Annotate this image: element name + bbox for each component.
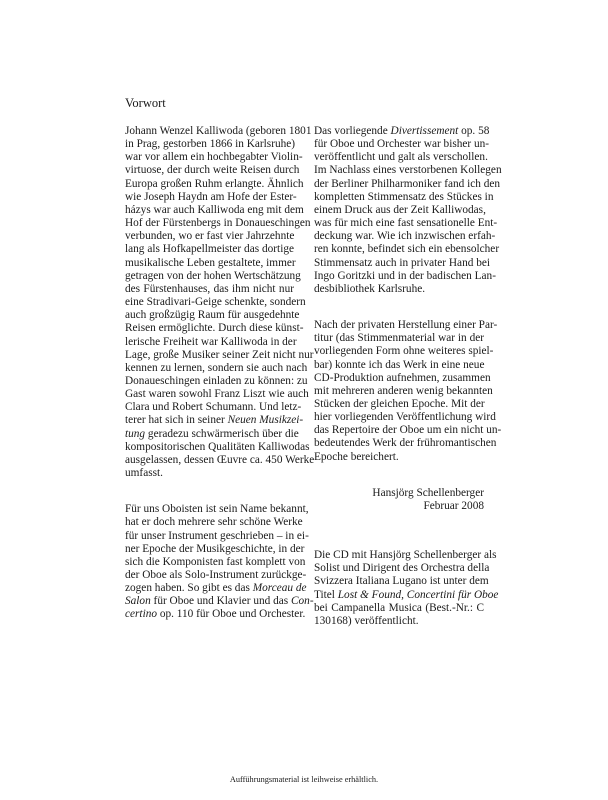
text-line: deckung war. Wie ich inzwischen erfah- bbox=[314, 230, 496, 243]
text-line: war vor allem ein hochbegabter Violin- bbox=[125, 151, 303, 164]
paragraph bbox=[125, 125, 315, 480]
text-line: einem Druck aus der Zeit Kalliwodas, bbox=[314, 203, 486, 216]
text-line: bei Campanella Musica (Best.-Nr.: C bbox=[314, 601, 484, 614]
text-line: 130168) veröffentlicht. bbox=[314, 614, 419, 627]
text-line: umfasst. bbox=[125, 467, 163, 480]
text-line: Die CD mit Hansjörg Schellenberger als bbox=[314, 549, 497, 562]
signature-block bbox=[314, 487, 484, 513]
text-line: Svizzera Italiana Lugano ist unter dem bbox=[314, 575, 489, 588]
text-line: sich die Komponisten fast komplett von bbox=[125, 555, 306, 568]
text-line: tung geradezu schwärmerisch über die bbox=[125, 427, 299, 440]
text-line: kompositorischen Qualitäten Kalliwodas bbox=[125, 440, 310, 453]
italic-title: Con- bbox=[290, 595, 314, 608]
italic-title: Morceau de bbox=[252, 582, 307, 595]
text-line: Europa großen Ruhm erlangte. Ähnlich bbox=[125, 177, 304, 190]
text-line: ren konnte, befindet sich ein ebensolcher bbox=[314, 243, 500, 256]
italic-title: Salon bbox=[125, 595, 151, 608]
text-line: Das vorliegende Divertissement op. 58 bbox=[314, 125, 490, 137]
text-line: der Berliner Philharmoniker fand ich den bbox=[314, 177, 501, 190]
footer-note: Aufführungsmaterial ist leihweise erhältlich. bbox=[229, 775, 379, 784]
text-line: Hansjörg Schellenberger bbox=[372, 486, 484, 499]
text-line: desbibliothek Karlsruhe. bbox=[314, 282, 426, 295]
text-line: Stimmensatz auch in privater Hand bei bbox=[314, 256, 490, 269]
text-line: Februar 2008 bbox=[423, 499, 484, 512]
text-line: lerische Freiheit war Kalliwoda in der bbox=[125, 335, 297, 348]
text-line: Donaueschingen einladen zu können: zu bbox=[125, 374, 308, 387]
text-line: Epoche bereichert. bbox=[314, 450, 399, 463]
text-line: Salon für Oboe und Klavier und das Con- bbox=[125, 595, 314, 608]
text-line: CD-Produktion aufnehmen, zusammen bbox=[314, 371, 491, 384]
text-line: verbunden, wo er fast vier Jahrzehnte bbox=[125, 230, 295, 243]
text-line: házys war auch Kalliwoda eng mit dem bbox=[125, 203, 304, 216]
text-line: Lage, große Musiker seiner Zeit nicht nur bbox=[125, 348, 314, 361]
italic-title: tung bbox=[125, 427, 146, 440]
text-line: Nach der privaten Herstellung einer Par- bbox=[314, 319, 498, 332]
text-line: des Fürstenhauses, das ihm nicht nur bbox=[125, 282, 294, 295]
text-line: virtuose, der durch weite Reisen durch bbox=[125, 164, 300, 177]
text-line: Clara und Robert Schumann. Und letz- bbox=[125, 401, 302, 414]
paragraph bbox=[125, 503, 314, 621]
left-text-column bbox=[125, 125, 315, 645]
text-line: titur (das Stimmenmaterial war in der bbox=[314, 332, 484, 345]
text-line: hier vorliegenden Veröffentlichung wird bbox=[314, 411, 496, 424]
text-line: ner Epoche der Musikgeschichte, in der bbox=[125, 542, 305, 555]
text-line: was für mich eine fast sensationelle Ent- bbox=[314, 217, 498, 230]
text-line: kennen zu lernen, sondern sie auch nach bbox=[125, 361, 308, 374]
text-line: terer hat sich in seiner Neuen Musikzei- bbox=[125, 414, 304, 427]
paragraph bbox=[314, 319, 502, 464]
text-line: für unser Instrument geschrieben – in ei- bbox=[125, 529, 309, 542]
text-line: veröffentlicht und galt als verschollen. bbox=[314, 151, 488, 164]
text-line: certino op. 110 für Oboe und Orchester. bbox=[125, 608, 306, 621]
text-line: Solist und Dirigent des Orchestra della bbox=[314, 562, 490, 575]
text-line: das Repertoire der Oboe um ein nicht un- bbox=[314, 424, 502, 437]
text-line: Gast waren sowohl Franz Liszt wie auch bbox=[125, 388, 309, 401]
right-text-column bbox=[314, 125, 502, 651]
text-line: Hof der Fürstenbergs in Donaueschingen bbox=[125, 217, 311, 230]
text-line: Reisen ermöglichte. Durch diese künst- bbox=[125, 322, 304, 335]
text-line: mit mehreren anderen wenig bekannten bbox=[314, 384, 493, 397]
text-line: Ingo Goritzki und in der badischen Lan- bbox=[314, 269, 496, 282]
text-line: bar) konnte ich das Werk in eine neue bbox=[314, 358, 485, 371]
text-line: Titel Lost & Found, Concertini für Oboe bbox=[314, 588, 499, 601]
page-heading: Vorwort bbox=[125, 96, 166, 110]
text-line: Stücken der gleichen Epoche. Mit der bbox=[314, 397, 485, 410]
text-line: bedeutendes Werk der frühromantischen bbox=[314, 437, 497, 450]
text-line: Johann Wenzel Kalliwoda (geboren 1801 bbox=[125, 125, 312, 137]
text-line: getragen von der hohen Wertschätzung bbox=[125, 269, 301, 282]
italic-title: Divertissement bbox=[390, 125, 459, 137]
text-line: in Prag, gestorben 1866 in Karlsruhe) bbox=[125, 138, 296, 151]
text-line: auch großzügig Raum für ausgedehnte bbox=[125, 309, 300, 322]
text-line: Im Nachlass eines verstorbenen Kollegen bbox=[314, 164, 502, 177]
text-line: vorliegenden Form ohne weiteres spiel- bbox=[314, 345, 494, 358]
text-line: der Oboe als Solo-Instrument zurückge- bbox=[125, 569, 307, 581]
text-line: wie Joseph Haydn am Hofe der Ester- bbox=[125, 190, 297, 203]
paragraph bbox=[314, 549, 499, 628]
text-line: hat er doch mehrere sehr schöne Werke bbox=[125, 516, 303, 529]
italic-title: certino bbox=[125, 608, 157, 621]
text-line: zogen haben. So gibt es das Morceau de bbox=[125, 582, 307, 595]
text-line: musikalische Leben gestaltete, immer bbox=[125, 256, 296, 269]
italic-title: Lost & Found, Concertini für Oboe bbox=[337, 588, 499, 601]
italic-title: Neuen Musikzei- bbox=[227, 414, 304, 427]
text-line: ausgelassen, dessen Œuvre ca. 450 Werke bbox=[125, 453, 315, 466]
text-line: Für uns Oboisten ist sein Name bekannt, bbox=[125, 503, 309, 516]
text-line: für Oboe und Orchester war bisher un- bbox=[314, 138, 490, 151]
text-line: kompletten Stimmensatz des Stückes in bbox=[314, 190, 494, 203]
text-line: lang als Hofkapellmeister das dortige bbox=[125, 243, 294, 256]
paragraph bbox=[314, 125, 502, 296]
text-line: eine Stradivari-Geige schenkte, sondern bbox=[125, 296, 306, 309]
